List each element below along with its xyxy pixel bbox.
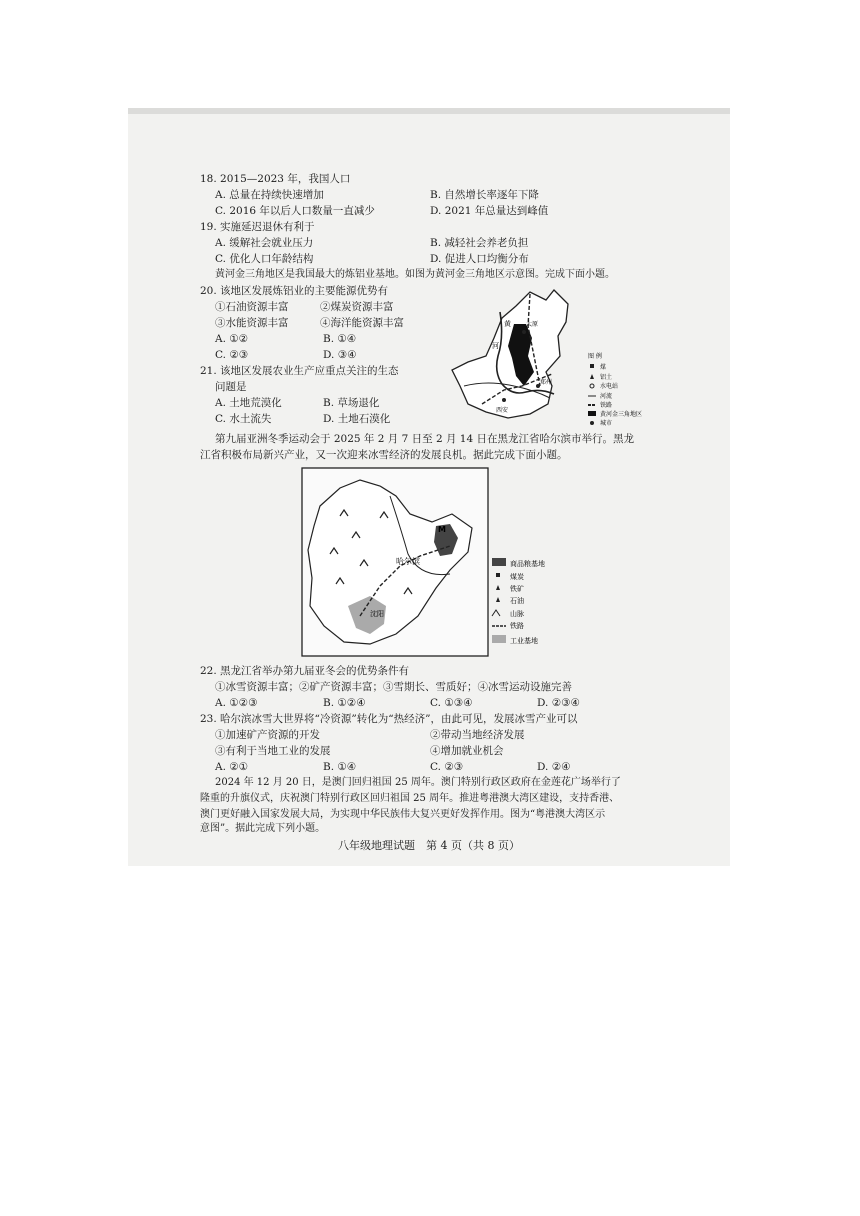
q21-option-d: D. 土地石漠化 (323, 413, 391, 425)
grain-base-icon (492, 558, 506, 566)
q21-option-b: B. 草场退化 (323, 397, 380, 409)
q23-option-b: B. ①④ (323, 761, 357, 773)
map2-legend (492, 558, 545, 645)
map1-legend-coal: 煤 (600, 364, 607, 371)
q23-option-a: A. ②① (215, 761, 249, 773)
coal-icon (496, 573, 500, 577)
q21-option-c: C. 水土流失 (215, 413, 272, 425)
map1-legend-river: 河流 (600, 393, 613, 400)
q20-item-2: ②煤炭资源丰富 (320, 301, 394, 313)
oil-icon (496, 597, 500, 602)
map1-legend-area: 黄河金三角地区 (600, 411, 643, 418)
northeast-map (300, 466, 560, 658)
q22-option-d: D. ②③④ (537, 697, 580, 709)
map2-label-m: M (438, 525, 446, 534)
q18-option-b: B. 自然增长率逐年下降 (430, 189, 539, 201)
q23-item-4: ④增加就业机会 (430, 745, 504, 757)
bauxite-icon (590, 374, 594, 379)
intro-macau-line1: 2024 年 12 月 20 日，是澳门回归祖国 25 周年。澳门特别行政区政府在金莲花广场举行了 (215, 777, 621, 788)
intro-yellow-river: 黄河金三角地区是我国最大的炼铝业基地。如图为黄河金三角地区示意图。完成下面小题。 (215, 269, 615, 280)
q20-option-a: A. ①② (215, 333, 249, 345)
q22-option-c: C. ①③④ (430, 697, 473, 709)
q20-item-1: ①石油资源丰富 (215, 301, 289, 313)
q23-stem: 23. 哈尔滨冰雪大世界将“冷资源”转化为“热经济”，由此可见，发展冰雪产业可以 (200, 713, 578, 725)
map2-label-shenyang: 沈阳 (370, 610, 384, 618)
page-footer: 八年级地理试题 第 4 页（共 8 页） (338, 839, 520, 852)
map2-legend-oil: 石油 (510, 597, 524, 605)
q19-option-d: D. 促进人口均衡分布 (430, 253, 529, 265)
map1-legend (588, 352, 642, 427)
page-top-edge (128, 108, 730, 114)
hydropower-icon (590, 384, 594, 388)
q18-option-c: C. 2016 年以后人口数量一直减少 (215, 205, 375, 217)
coal-icon (590, 364, 594, 368)
q18-option-d: D. 2021 年总量达到峰值 (430, 205, 549, 217)
map1-label-yellow: 黄 (504, 320, 511, 328)
q19-stem: 19. 实施延迟退休有利于 (200, 221, 315, 233)
q23-item-2: ②带动当地经济发展 (430, 729, 525, 741)
map2-legend-grain: 商品粮基地 (510, 560, 545, 568)
intro-macau-line4: 意图”。据此完成下列小题。 (200, 823, 326, 834)
yellow-river-map (442, 286, 674, 428)
map1-region-outline (452, 290, 568, 418)
q18-stem: 18. 2015—2023 年，我国人口 (200, 173, 351, 185)
map1-label-zhengzhou: 郑州 (540, 379, 553, 386)
q20-option-c: C. ②③ (215, 349, 249, 361)
q21-option-a: A. 土地荒漠化 (215, 397, 282, 409)
q21-stem-line2: 问题是 (215, 381, 247, 393)
q22-statements: ①冰雪资源丰富；②矿产资源丰富；③雪期长、雪质好；④冰雪运动设施完善 (215, 681, 572, 693)
map2-legend-railway: 铁路 (510, 622, 524, 630)
map2-legend-coal: 煤炭 (510, 573, 524, 581)
q23-item-3: ③有利于当地工业的发展 (215, 745, 331, 757)
intro-winter-games-line1: 第九届亚洲冬季运动会于 2025 年 2 月 7 日至 2 月 14 日在黑龙江省哈尔滨市举行。黑龙 (215, 433, 634, 445)
map1-label-xian: 西安 (496, 407, 509, 414)
map1-label-taiyuan: 太原 (526, 321, 539, 328)
map1-label-he: 河 (492, 342, 499, 350)
q20-item-3: ③水能资源丰富 (215, 317, 289, 329)
intro-macau-line2: 隆重的升旗仪式，庆祝澳门特别行政区回归祖国 25 周年。推进粤港澳大湾区建设，支持香港、 (200, 793, 620, 804)
iron-ore-icon (496, 585, 500, 590)
q23-item-1: ①加速矿产资源的开发 (215, 729, 320, 741)
q18-option-a: A. 总量在持续快速增加 (215, 189, 324, 201)
q23-option-d: D. ②④ (537, 761, 571, 773)
industrial-base-icon (492, 635, 506, 643)
q19-option-b: B. 减轻社会养老负担 (430, 237, 529, 249)
map1-city-xian (502, 398, 506, 402)
q20-item-4: ④海洋能资源丰富 (320, 317, 404, 329)
q20-stem: 20. 该地区发展炼铝业的主要能源优势有 (200, 285, 389, 297)
q22-option-b: B. ①②④ (323, 697, 366, 709)
q22-option-a: A. ①②③ (215, 697, 258, 709)
map2-legend-iron: 铁矿 (510, 585, 524, 593)
map1-legend-hydro: 水电站 (600, 383, 619, 390)
golden-triangle-icon (588, 411, 596, 416)
intro-macau-line3: 澳门更好融入国家发展大局，为实现中华民族伟大复兴更好发挥作用。图为“粤港澳大湾区示 (200, 809, 606, 820)
intro-winter-games-line2: 江省积极布局新兴产业，又一次迎来冰雪经济的发展良机。据此完成下面小题。 (200, 449, 568, 461)
map1-legend-city: 城市 (600, 420, 613, 427)
q22-stem: 22. 黑龙江省举办第九届亚冬会的优势条件有 (200, 665, 410, 677)
q19-option-c: C. 优化人口年龄结构 (215, 253, 314, 265)
mountain-legend-icon (492, 610, 500, 616)
city-icon (590, 421, 594, 425)
map1-city-taiyuan (522, 330, 526, 334)
q21-stem-line1: 21. 该地区发展农业生产应重点关注的生态 (200, 365, 399, 377)
q23-option-c: C. ②③ (430, 761, 464, 773)
map2-label-harbin: 哈尔滨 (396, 557, 420, 566)
map1-legend-bauxite: 铝土 (600, 374, 613, 381)
q20-option-d: D. ③④ (323, 349, 357, 361)
map2-legend-mountain: 山脉 (510, 610, 524, 618)
map1-legend-railway: 铁路 (600, 402, 613, 409)
map1-legend-title: 图 例 (588, 353, 602, 360)
q19-option-a: A. 缓解社会就业压力 (215, 237, 314, 249)
q20-option-b: B. ①④ (323, 333, 357, 345)
map2-legend-industry: 工业基地 (510, 637, 538, 645)
